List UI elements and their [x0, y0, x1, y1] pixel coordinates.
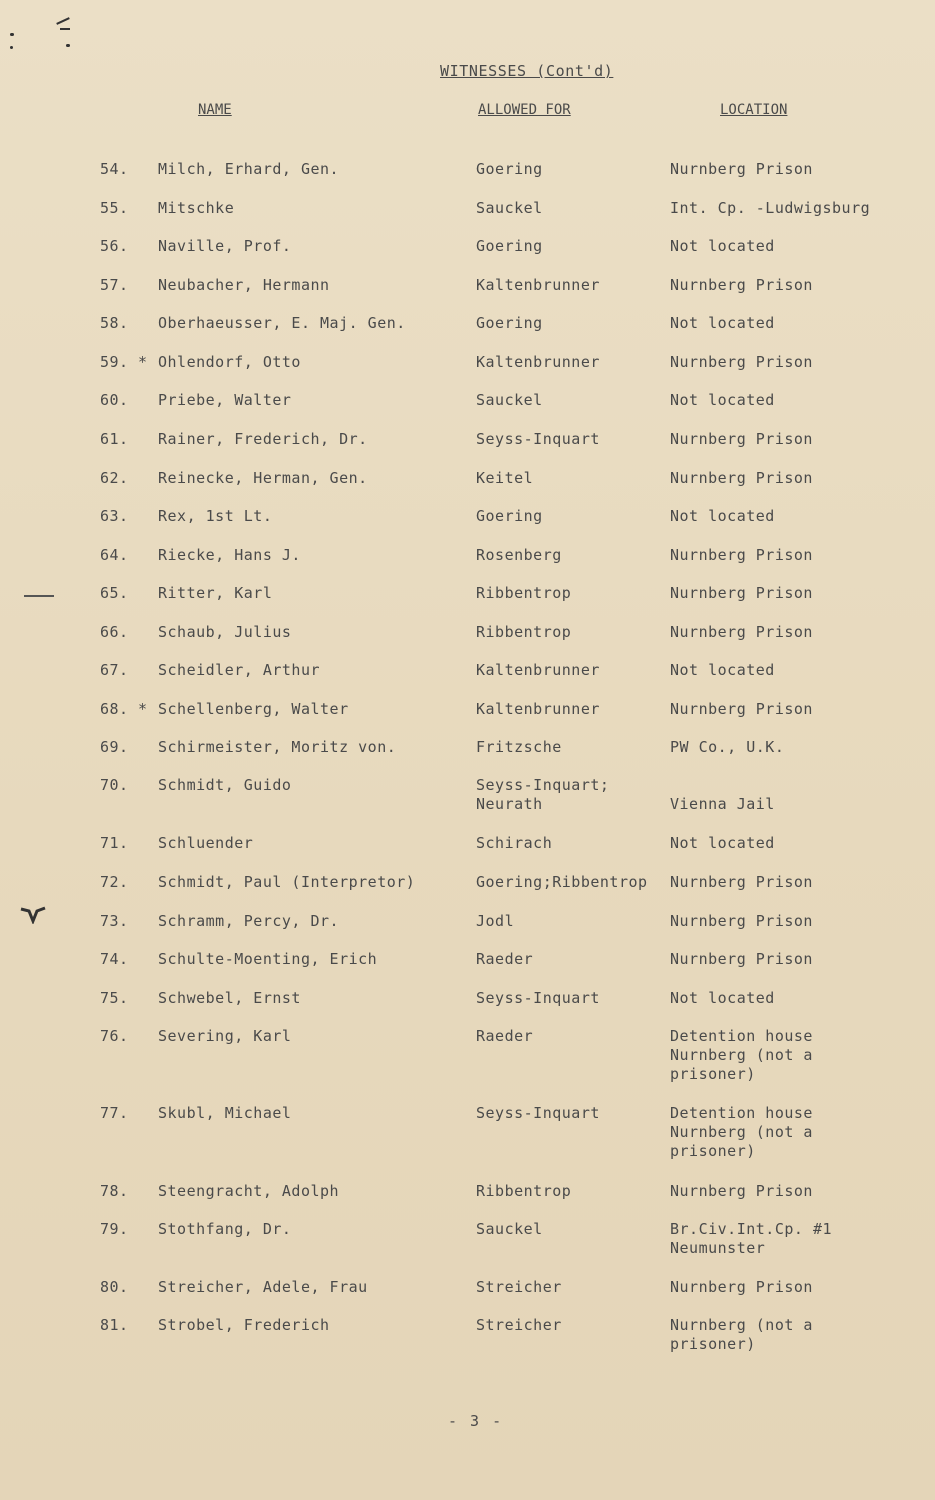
- witness-name: Schellenberg, Walter: [158, 700, 349, 718]
- witness-name: Scheidler, Arthur: [158, 661, 321, 679]
- witness-name: Ritter, Karl: [158, 584, 273, 602]
- location: Nurnberg Prison: [670, 1278, 813, 1296]
- allowed-for: Kaltenbrunner: [476, 353, 600, 371]
- location: Nurnberg Prison: [670, 873, 813, 891]
- table-row: [0, 989, 935, 1029]
- witness-name: Schluender: [158, 834, 254, 852]
- location: Nurnberg Prison: [670, 430, 813, 448]
- allowed-for: Rosenberg: [476, 546, 562, 564]
- row-number: 71.: [100, 834, 129, 852]
- location: Not located: [670, 391, 775, 409]
- allowed-for: Sauckel: [476, 199, 543, 217]
- allowed-for: Seyss-Inquart: [476, 989, 600, 1007]
- table-row: [0, 1182, 935, 1222]
- location: Not located: [670, 661, 775, 679]
- witness-name: Streicher, Adele, Frau: [158, 1278, 368, 1296]
- pencil-mark: [60, 28, 70, 30]
- row-number: 81.: [100, 1316, 129, 1334]
- row-number: 63.: [100, 507, 129, 525]
- location: Nurnberg Prison: [670, 584, 813, 602]
- location: Not located: [670, 834, 775, 852]
- row-number: 72.: [100, 873, 129, 891]
- row-number: 55.: [100, 199, 129, 217]
- table-row: [0, 912, 935, 952]
- row-number: 64.: [100, 546, 129, 564]
- allowed-for: Streicher: [476, 1316, 562, 1334]
- column-header-name: NAME: [198, 102, 232, 118]
- table-row: [0, 1027, 935, 1097]
- row-number: 62.: [100, 469, 129, 487]
- table-row: [0, 199, 935, 239]
- table-row: [0, 430, 935, 470]
- table-row: [0, 584, 935, 624]
- location: Nurnberg Prison: [670, 546, 813, 564]
- table-row: [0, 738, 935, 778]
- witness-name: Strobel, Frederich: [158, 1316, 330, 1334]
- ink-dot: [66, 44, 70, 47]
- witness-name: Schirmeister, Moritz von.: [158, 738, 397, 756]
- table-row: [0, 237, 935, 277]
- row-number: 68.: [100, 700, 129, 718]
- table-row: [0, 623, 935, 663]
- allowed-for: Goering;Ribbentrop: [476, 873, 648, 891]
- allowed-for: Jodl: [476, 912, 515, 930]
- table-row: [0, 546, 935, 586]
- allowed-for: Goering: [476, 160, 543, 178]
- page-number: - 3 -: [448, 1412, 504, 1430]
- allowed-for: Kaltenbrunner: [476, 700, 600, 718]
- row-number: 69.: [100, 738, 129, 756]
- row-number: 60.: [100, 391, 129, 409]
- row-number: 66.: [100, 623, 129, 641]
- location: Detention house Nurnberg (not a prisoner): [670, 1027, 813, 1083]
- allowed-for: Ribbentrop: [476, 584, 572, 602]
- allowed-for: Kaltenbrunner: [476, 276, 600, 294]
- witness-name: Severing, Karl: [158, 1027, 292, 1045]
- table-row: [0, 1316, 935, 1366]
- allowed-for: Sauckel: [476, 391, 543, 409]
- location: Not located: [670, 314, 775, 332]
- table-row: [0, 469, 935, 509]
- allowed-for: Raeder: [476, 1027, 534, 1045]
- table-row: [0, 160, 935, 200]
- witness-name: Schramm, Percy, Dr.: [158, 912, 340, 930]
- allowed-for: Sauckel: [476, 1220, 543, 1238]
- witness-name: Riecke, Hans J.: [158, 546, 301, 564]
- location: Br.Civ.Int.Cp. #1 Neumunster: [670, 1220, 833, 1257]
- location: Not located: [670, 237, 775, 255]
- row-number: 75.: [100, 989, 129, 1007]
- row-number: 73.: [100, 912, 129, 930]
- allowed-for: Seyss-Inquart: [476, 430, 600, 448]
- allowed-for: Goering: [476, 507, 543, 525]
- row-number: 78.: [100, 1182, 129, 1200]
- table-row: [0, 353, 935, 393]
- row-number: 80.: [100, 1278, 129, 1296]
- row-number: 57.: [100, 276, 129, 294]
- witness-name: Naville, Prof.: [158, 237, 292, 255]
- row-star: *: [138, 700, 148, 718]
- table-row: [0, 950, 935, 990]
- witness-name: Stothfang, Dr.: [158, 1220, 292, 1238]
- location: Nurnberg Prison: [670, 912, 813, 930]
- allowed-for: Seyss-Inquart; Neurath: [476, 776, 610, 813]
- row-number: 58.: [100, 314, 129, 332]
- table-row: [0, 391, 935, 431]
- row-number: 79.: [100, 1220, 129, 1238]
- allowed-for: Keitel: [476, 469, 534, 487]
- witness-name: Rex, 1st Lt.: [158, 507, 273, 525]
- location: Not located: [670, 507, 775, 525]
- location: Nurnberg (not a prisoner): [670, 1316, 813, 1353]
- witness-name: Priebe, Walter: [158, 391, 292, 409]
- row-number: 77.: [100, 1104, 129, 1122]
- witness-name: Schmidt, Guido: [158, 776, 292, 794]
- allowed-for: Raeder: [476, 950, 534, 968]
- allowed-for: Streicher: [476, 1278, 562, 1296]
- witness-name: Schwebel, Ernst: [158, 989, 301, 1007]
- allowed-for: Goering: [476, 314, 543, 332]
- table-row: [0, 700, 935, 740]
- location: Not located: [670, 989, 775, 1007]
- location: Nurnberg Prison: [670, 469, 813, 487]
- row-number: 74.: [100, 950, 129, 968]
- table-row: [0, 873, 935, 913]
- location: Nurnberg Prison: [670, 700, 813, 718]
- table-row: [0, 1278, 935, 1318]
- table-row: [0, 507, 935, 547]
- table-row: [0, 776, 935, 834]
- location: Nurnberg Prison: [670, 353, 813, 371]
- witness-name: Skubl, Michael: [158, 1104, 292, 1122]
- row-number: 61.: [100, 430, 129, 448]
- location: PW Co., U.K.: [670, 738, 785, 756]
- witness-name: Schulte-Moenting, Erich: [158, 950, 378, 968]
- table-row: [0, 661, 935, 701]
- table-row: [0, 1104, 935, 1174]
- witness-name: Milch, Erhard, Gen.: [158, 160, 340, 178]
- pencil-mark: [56, 17, 70, 25]
- location: Nurnberg Prison: [670, 1182, 813, 1200]
- witness-name: Oberhaeusser, E. Maj. Gen.: [158, 314, 406, 332]
- table-row: [0, 314, 935, 354]
- table-row: [0, 834, 935, 874]
- table-row: [0, 276, 935, 316]
- allowed-for: Goering: [476, 237, 543, 255]
- location: Detention house Nurnberg (not a prisoner): [670, 1104, 813, 1160]
- document-title: WITNESSES (Cont'd): [440, 62, 614, 80]
- location: Vienna Jail: [670, 795, 775, 813]
- location: Nurnberg Prison: [670, 276, 813, 294]
- allowed-for: Schirach: [476, 834, 553, 852]
- allowed-for: Seyss-Inquart: [476, 1104, 600, 1122]
- allowed-for: Ribbentrop: [476, 623, 572, 641]
- location: Nurnberg Prison: [670, 160, 813, 178]
- witness-name: Schmidt, Paul (Interpretor): [158, 873, 416, 891]
- witness-name: Neubacher, Hermann: [158, 276, 330, 294]
- witness-name: Schaub, Julius: [158, 623, 292, 641]
- witness-name: Rainer, Frederich, Dr.: [158, 430, 368, 448]
- allowed-for: Fritzsche: [476, 738, 562, 756]
- row-number: 56.: [100, 237, 129, 255]
- witness-name: Mitschke: [158, 199, 235, 217]
- witness-name: Steengracht, Adolph: [158, 1182, 340, 1200]
- row-number: 76.: [100, 1027, 129, 1045]
- location: Nurnberg Prison: [670, 623, 813, 641]
- ink-dot: [10, 33, 14, 36]
- witness-name: Reinecke, Herman, Gen.: [158, 469, 368, 487]
- row-number: 54.: [100, 160, 129, 178]
- row-star: *: [138, 353, 148, 371]
- witness-name: Ohlendorf, Otto: [158, 353, 301, 371]
- column-header-location: LOCATION: [720, 102, 788, 118]
- table-row: [0, 1220, 935, 1270]
- row-number: 67.: [100, 661, 129, 679]
- allowed-for: Kaltenbrunner: [476, 661, 600, 679]
- location: Nurnberg Prison: [670, 950, 813, 968]
- row-number: 59.: [100, 353, 129, 371]
- row-number: 65.: [100, 584, 129, 602]
- ink-dot: [10, 46, 13, 49]
- allowed-for: Ribbentrop: [476, 1182, 572, 1200]
- column-header-allowed-for: ALLOWED FOR: [478, 102, 571, 118]
- row-number: 70.: [100, 776, 129, 794]
- location: Int. Cp. -Ludwigsburg: [670, 199, 871, 217]
